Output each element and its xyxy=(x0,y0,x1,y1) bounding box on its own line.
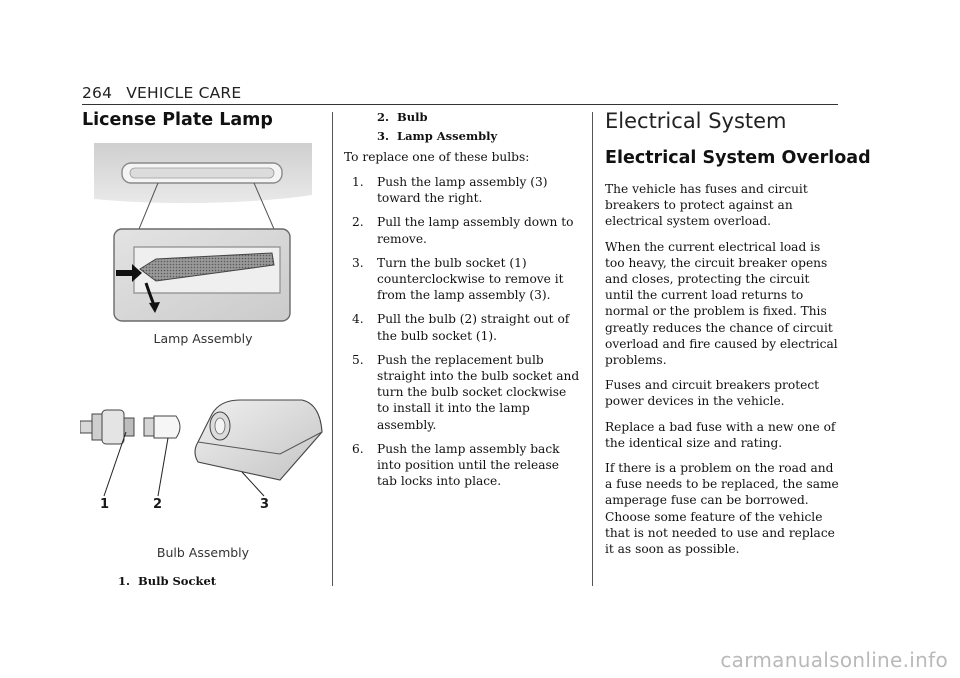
page-header xyxy=(82,84,241,102)
paragraph: If there is a problem on the road and a fuse needs to be replaced, the same amperage fuse can be borrowed. Choose some feature of the vehicle that is not needed to use and replace it as soon as possible. xyxy=(605,461,839,557)
electrical-system-title: Electrical System xyxy=(605,109,787,133)
bulb-assembly-caption: Bulb Assembly xyxy=(156,545,250,560)
step-item: 2. Pull the lamp assembly down to remove. xyxy=(352,215,574,246)
replacement-steps xyxy=(352,174,580,497)
header-rule xyxy=(82,104,838,105)
legend-item-lamp-assembly: 3. Lamp Assembly xyxy=(377,129,498,143)
callout-3: 3 xyxy=(260,497,270,512)
page-number: 264 xyxy=(82,84,113,102)
lamp-assembly-figure xyxy=(94,143,312,323)
paragraph: When the current electrical load is too heavy, the circuit breaker opens and closes, protecting the circuit until the current load returns to normal or the problem is fixed. This greatly reduces the chance of circuit overload and fire caused by electrical problems. xyxy=(605,239,838,368)
overload-body xyxy=(605,181,841,566)
watermark-text: carmanualsonline.info xyxy=(720,648,948,672)
bulb-socket-drawing xyxy=(80,410,134,444)
paragraph: Fuses and circuit breakers protect power devices in the vehicle. xyxy=(605,378,820,409)
paragraph: The vehicle has fuses and circuit breakers to protect against an electrical system overload. xyxy=(605,182,808,229)
steps-intro: To replace one of these bulbs: xyxy=(344,150,530,164)
bulb-drawing xyxy=(144,416,180,438)
lamp-housing-drawing xyxy=(195,400,322,480)
callout-1: 1 xyxy=(100,497,110,512)
callout-2: 2 xyxy=(153,497,163,512)
step-item: 4. Pull the bulb (2) straight out of the bulb socket (1). xyxy=(352,312,570,343)
section-name: VEHICLE CARE xyxy=(126,84,242,102)
electrical-overload-title: Electrical System Overload xyxy=(605,148,871,168)
column-divider-1 xyxy=(332,112,333,586)
column-divider-2 xyxy=(592,112,593,586)
legend-item-bulb: 2. Bulb xyxy=(377,110,428,124)
legend-item-bulb-socket: 1. Bulb Socket xyxy=(118,574,217,588)
paragraph: Replace a bad fuse with a new one of the identical size and rating. xyxy=(605,419,836,450)
step-item: 1. Push the lamp assembly (3) toward the right. xyxy=(352,175,548,206)
lamp-assembly-caption: Lamp Assembly xyxy=(153,331,253,346)
license-plate-lamp-title: License Plate Lamp xyxy=(82,110,273,130)
step-item: 6. Push the lamp assembly back into position until the release tab locks into place. xyxy=(352,441,560,489)
bulb-assembly-figure xyxy=(80,392,325,517)
step-item: 5. Push the replacement bulb straight into the bulb socket and turn the bulb socket clockwise to install it into the lamp assembly. xyxy=(352,352,580,432)
step-item: 3. Turn the bulb socket (1) counterclockwise to remove it from the lamp assembly (3). xyxy=(352,255,564,303)
